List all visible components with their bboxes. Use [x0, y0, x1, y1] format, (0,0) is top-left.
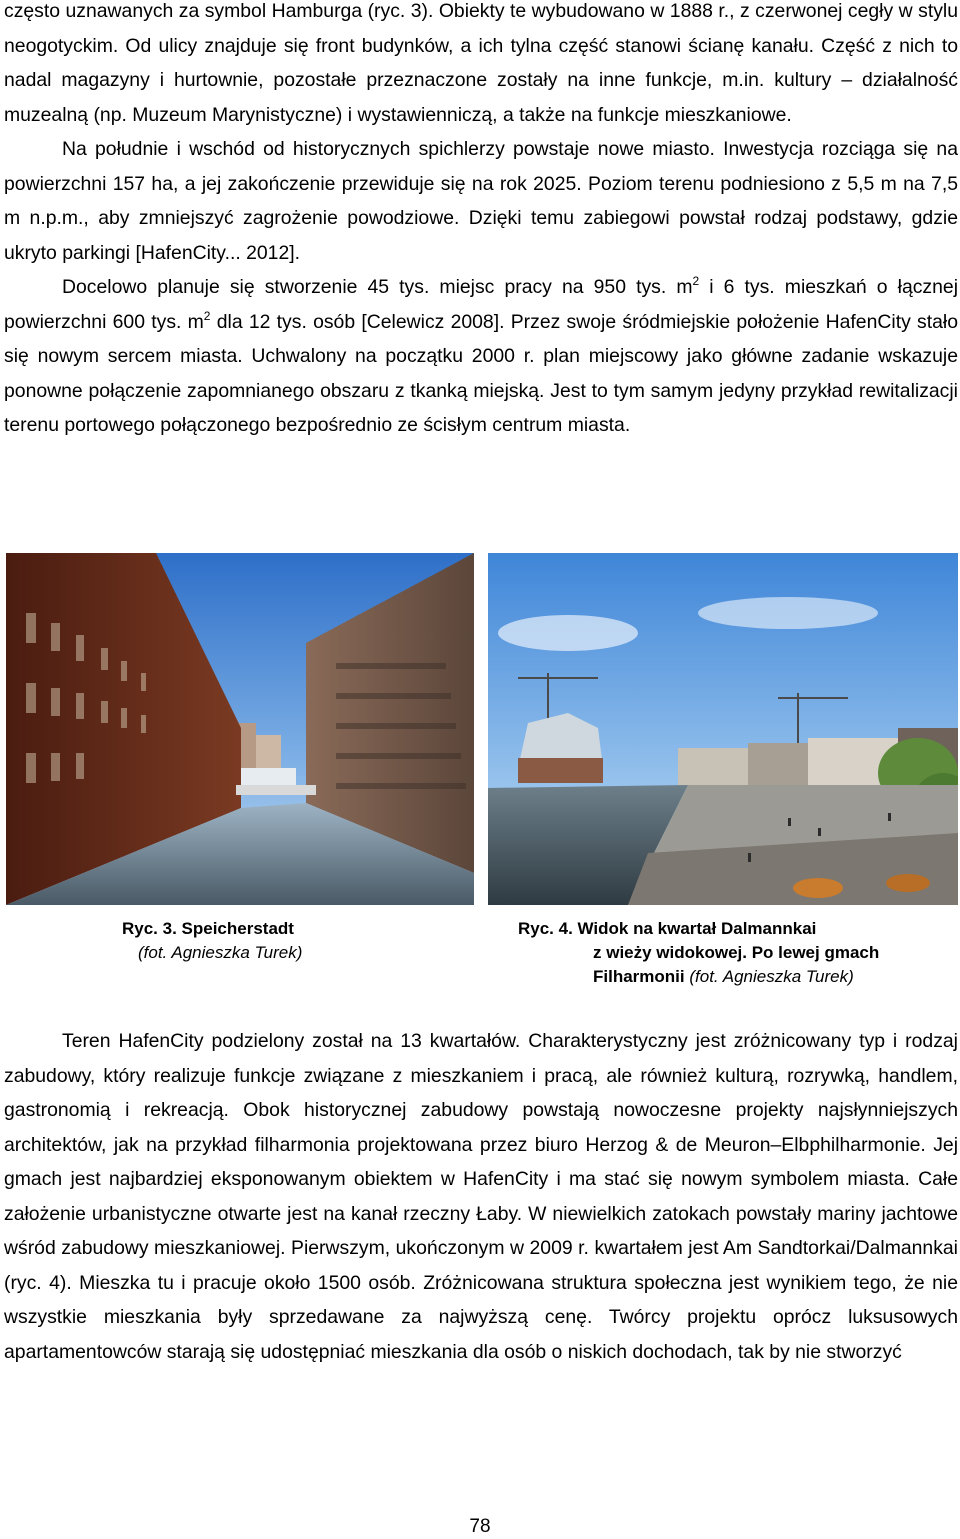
caption-title: [122, 917, 382, 941]
superscript: 2: [203, 308, 211, 323]
paragraph-plans: [4, 270, 958, 443]
caption-title-text: Filharmonii: [593, 967, 685, 986]
caption-figure-3: [122, 917, 382, 965]
paragraph-text: i 6 tys. mieszkań o łącznej powierzchni 600 tys. m: [4, 276, 959, 333]
caption-title-text: z wieży widokowej. Po lewej gmach: [593, 943, 880, 962]
caption-title-line: [518, 941, 958, 965]
caption-title-line: [518, 965, 958, 989]
paragraph-text: Teren HafenCity podzielony został na 13 kwartałów. Charakterystyczny jest zróżnicowany typ i rodzaj zabudowy, który realizuje funkcje związane z mieszkaniem i pracą, ale również kulturą, rozrywką, handlem, gastronomią i rekreacją. Obok historycznej zabudowy powstają nowoczesne projekty najsłynniejszych architektów, jak na przykład filharmonia projektowana przez biuro Herzog & de Meuron–Elbphilharmonie. Jej gmach jest najbardziej eksponowanym obiektem w HafenCity i ma stać się nowym symbolem miasta. Całe założenie urbanistyczne otwarte jest na kanał rzeczny Łaby. W niewielkich zatokach powstały mariny jachtowe wśród zabudowy mieszkaniowej. Pierwszym, ukończonym w 2009 r. kwartałem jest Am Sandtorkai/Dalmannkai (ryc. 4). Mieszka tu i pracuje około 1500 osób. Zróżnicowana struktura społeczna jest wynikiem tego, że nie wszystkie mieszkania były sprzedawane za najwyższą cenę. Twórcy projektu oprócz luksusowych apartamentowców starają się udostępniać mieszkania dla osób o niskich dochodach, tak by nie stworzyć: [4, 1030, 958, 1363]
paragraph-text: często uznawanych za symbol Hamburga (ryc. 3). Obiekty te wybudowano w 1888 r., z czerwonej cegły w stylu neogotyckim. Od ulicy znajduje się front budynków, a ich tylna część stanowi ścianę kanału. Część z nich to nadal magazyny i hurtownie, pozostałe przeznaczone zostały na inne funkcje, m.in. kultury – działalność muzealną (np. Muzeum Marynistyczne) i wystawienniczą, a także na funkcje mieszkaniowe.: [4, 0, 958, 126]
caption-figure-4: [518, 917, 958, 989]
top-text-block: [4, 0, 958, 443]
paragraph-text: dla 12 tys. osób [Celewicz 2008]. Przez swoje śródmiejskie położenie HafenCity stało się nowym sercem miasta. Uchwalony na początku 2000 r. plan miejscowy jako główne zadanie wskazuje ponowne połączenie zapomnianego obszaru z tkanką miejską. Jest to tym samym jedyny przykład rewitalizacji terenu portowego połączonego bezpośrednio ze ścisłym centrum miasta.: [4, 310, 958, 436]
caption-credit-text: (fot. Agnieszka Turek): [689, 967, 854, 986]
photo-speicherstadt: [6, 553, 474, 905]
paragraph-text: Docelowo planuje się stworzenie 45 tys. miejsc pracy na 950 tys. m: [62, 276, 693, 298]
caption-title-line: [518, 917, 958, 941]
paragraph-speicherstadt: [4, 0, 958, 132]
caption-title-text: Ryc. 4. Widok na kwartał Dalmannkai: [518, 919, 817, 938]
paragraph-text: Na południe i wschód od historycznych spichlerzy powstaje nowe miasto. Inwestycja rozciąga się na powierzchni 157 ha, a jej zakończenie przewiduje się na rok 2025. Poziom terenu podniesiono z 5,5 m na 7,5 m n.p.m., aby zmniejszyć zagrożenie powodziowe. Dzięki temu zabiegowi powstał rodzaj podstawy, gdzie ukryto parkingi [HafenCity... 2012].: [4, 138, 958, 264]
photo-dalmannkai: [488, 553, 958, 905]
page-number: 78: [469, 1516, 491, 1537]
paragraph-new-city: [4, 132, 958, 270]
caption-credit-text: (fot. Agnieszka Turek): [138, 943, 303, 962]
superscript: 2: [692, 274, 700, 288]
paragraph-hafencity-districts: [4, 1024, 958, 1369]
caption-title-text: Ryc. 3. Speicherstadt: [122, 919, 294, 938]
photo-dalmannkai-graphic: [488, 553, 958, 905]
photo-speicherstadt-graphic: [6, 553, 474, 905]
caption-credit: [122, 941, 382, 965]
bottom-text-block: [4, 1024, 958, 1369]
